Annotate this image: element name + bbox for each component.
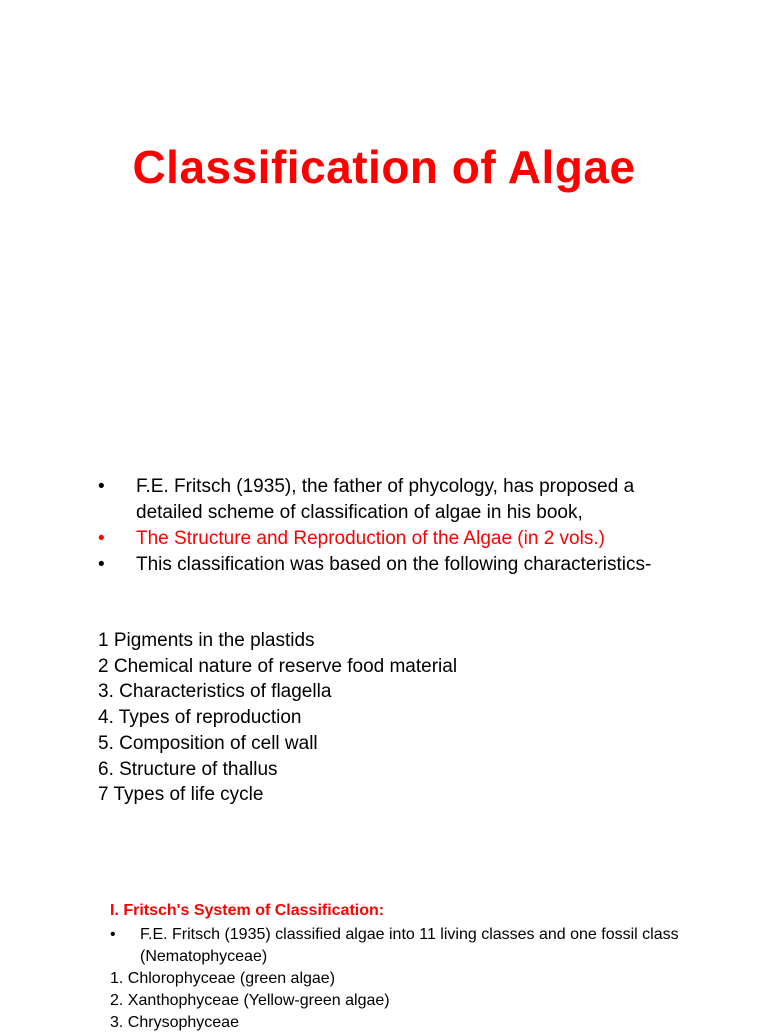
bullet-text: F.E. Fritsch (1935) classified algae into 11 living classes and one fossil class (Nematophyceae): [140, 926, 679, 965]
bullet-marker: •: [98, 528, 105, 549]
intro-bullet-list: [98, 474, 658, 578]
list-item: 1. Chlorophyceae (green algae): [110, 970, 336, 987]
bullet-item-book-title: [98, 526, 658, 552]
bullet-text: The Structure and Reproduction of the Algae (in 2 vols.): [136, 528, 605, 549]
bullet-item-basis: [98, 552, 658, 578]
characteristics-list: [98, 628, 658, 808]
bullet-item-fritsch: [98, 474, 658, 526]
list-item: 4. Types of reproduction: [98, 707, 302, 729]
list-item: 7 Types of life cycle: [98, 784, 264, 806]
section-heading: I. Fritsch's System of Classification:: [110, 902, 385, 919]
bullet-text: F.E. Fritsch (1935), the father of phycology, has proposed a detailed scheme of classification of algae in his book,: [136, 476, 635, 523]
list-item: 1 Pigments in the plastids: [98, 630, 315, 651]
list-item: 3. Characteristics of flagella: [98, 681, 332, 703]
list-item: 6. Structure of thallus: [98, 758, 278, 780]
section-bullet: [110, 924, 690, 968]
list-item: 5. Composition of cell wall: [98, 732, 318, 754]
fritsch-system-section: [110, 900, 690, 1034]
bullet-marker: •: [110, 926, 116, 943]
bullet-marker: •: [98, 476, 105, 497]
bullet-marker: •: [98, 554, 105, 575]
list-item: 2. Xanthophyceae (Yellow-green algae): [110, 992, 390, 1009]
page-title: Classification of Algae: [132, 141, 636, 193]
list-item: 2 Chemical nature of reserve food material: [98, 655, 458, 677]
list-item: 3. Chrysophyceae: [110, 1014, 239, 1031]
bullet-text: This classification was based on the following characteristics-: [136, 554, 652, 575]
class-list: [110, 968, 690, 1034]
